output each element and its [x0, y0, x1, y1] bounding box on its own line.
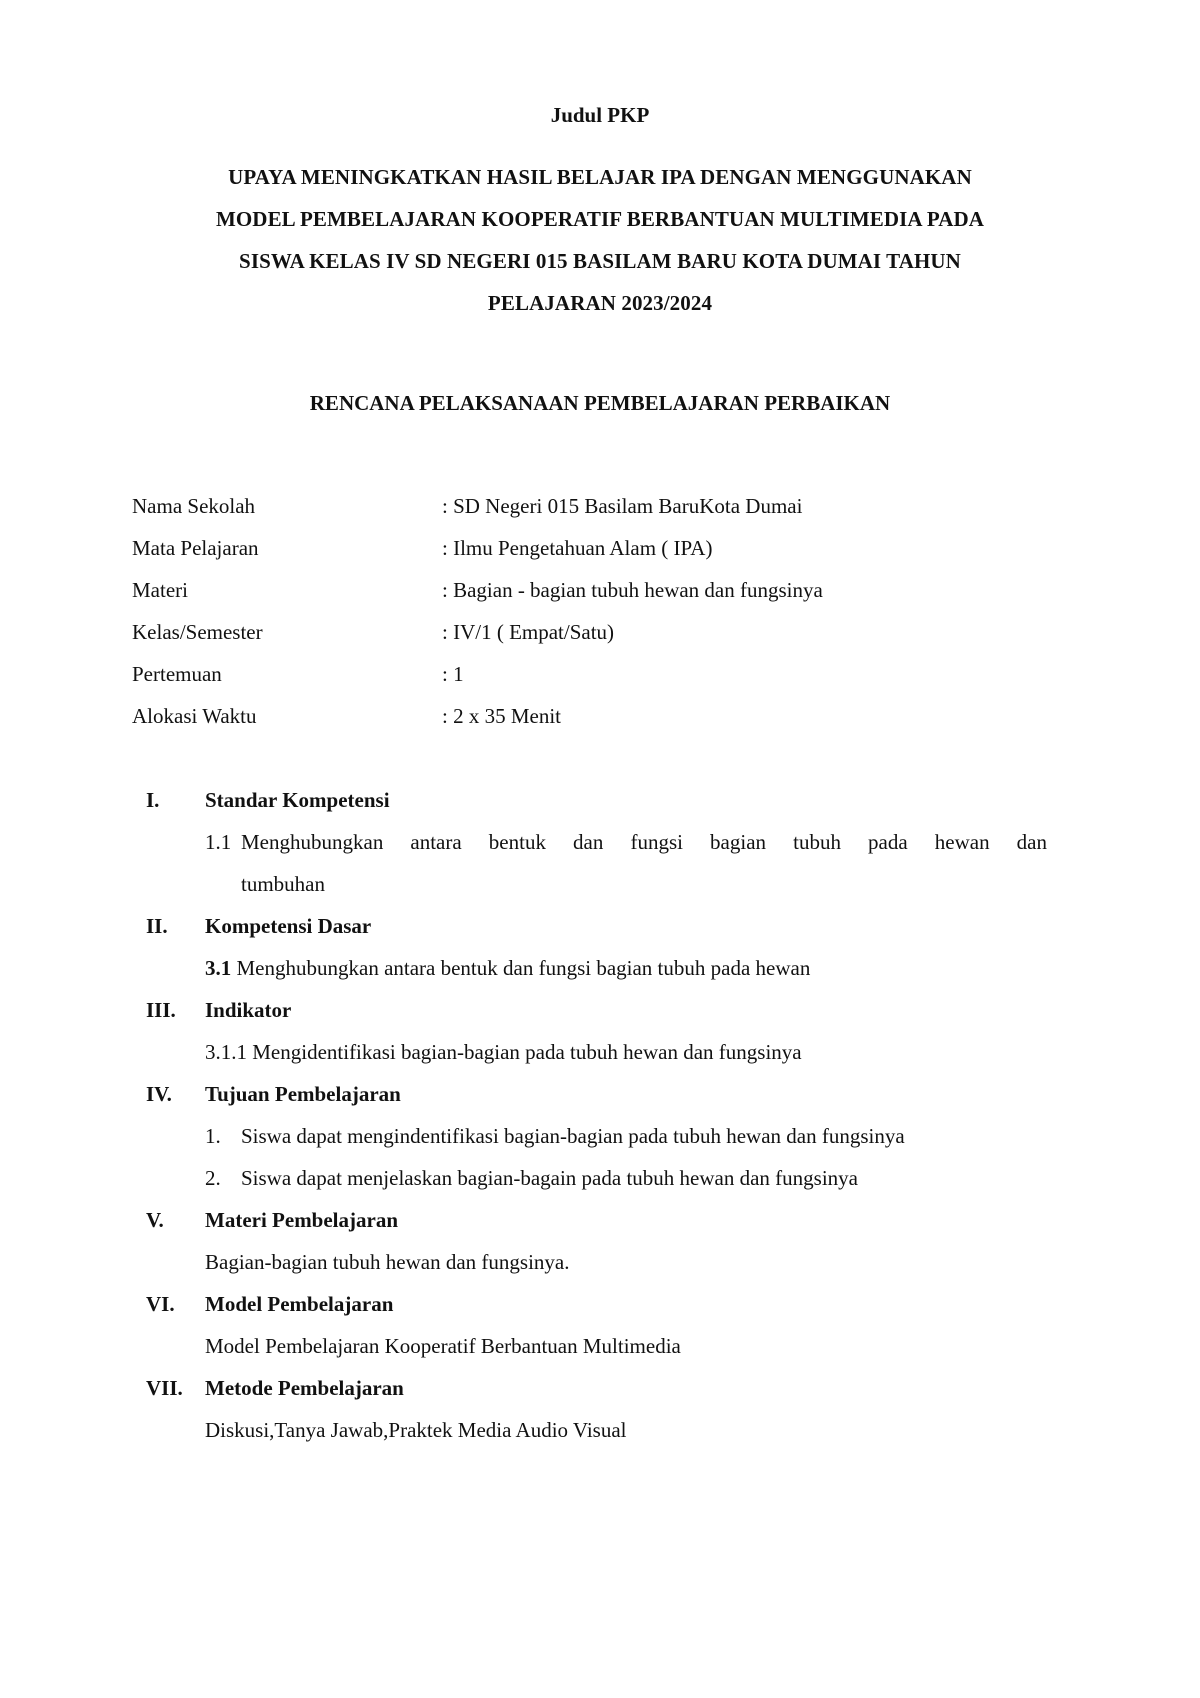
section-number: VII. [146, 1376, 183, 1400]
item-text: Menghubungkan antara bentuk dan fungsi bagian tubuh pada hewan dan [241, 830, 1047, 854]
identity-value: : Ilmu Pengetahuan Alam ( IPA) [442, 536, 713, 560]
title-line-2: MODEL PEMBELAJARAN KOOPERATIF BERBANTUAN MULTIMEDIA PADA [215, 207, 985, 231]
item-number: 3.1 [205, 956, 232, 980]
section-title: Tujuan Pembelajaran [205, 1082, 401, 1106]
identity-value: : SD Negeri 015 Basilam BaruKota Dumai [442, 494, 803, 518]
title-line-1: UPAYA MENINGKATKAN HASIL BELAJAR IPA DENGAN MENGGUNAKAN [228, 165, 972, 189]
identity-value: : IV/1 ( Empat/Satu) [442, 620, 615, 644]
item-line [205, 956, 810, 981]
identity-label: Pertemuan [132, 662, 222, 686]
identity-value: : 2 x 35 Menit [442, 704, 561, 728]
section-title: Kompetensi Dasar [205, 914, 372, 938]
section-title: Materi Pembelajaran [205, 1208, 399, 1232]
item-text: 3.1.1 Mengidentifikasi bagian-bagian pada tubuh hewan dan fungsinya [205, 1040, 802, 1064]
section-text: Diskusi,Tanya Jawab,Praktek Media Audio Visual [205, 1418, 627, 1442]
section-number: III. [146, 998, 176, 1022]
section-title: Indikator [205, 998, 292, 1022]
section-number: II. [146, 914, 168, 938]
list-item-text: Siswa dapat menjelaskan bagian-bagain pada tubuh hewan dan fungsinya [241, 1166, 858, 1190]
list-item-number: 2. [205, 1166, 221, 1190]
section-number: VI. [146, 1292, 175, 1316]
item-text-continued: tumbuhan [241, 872, 325, 896]
section-number: IV. [146, 1082, 172, 1106]
section-text: Bagian-bagian tubuh hewan dan fungsinya. [205, 1250, 570, 1274]
item-text: Menghubungkan antara bentuk dan fungsi bagian tubuh pada hewan [231, 956, 811, 980]
identity-value: : 1 [442, 662, 464, 686]
section-text: Model Pembelajaran Kooperatif Berbantuan Multimedia [205, 1334, 681, 1358]
section-title: Metode Pembelajaran [205, 1376, 404, 1400]
title-line-4: PELAJARAN 2023/2024 [487, 291, 713, 315]
identity-label: Alokasi Waktu [132, 704, 257, 728]
identity-label: Kelas/Semester [132, 620, 263, 644]
identity-label: Mata Pelajaran [132, 536, 259, 560]
list-item-number: 1. [205, 1124, 221, 1148]
identity-value: : Bagian - bagian tubuh hewan dan fungsinya [442, 578, 823, 602]
title-line-3: SISWA KELAS IV SD NEGERI 015 BASILAM BARU KOTA DUMAI TAHUN [239, 249, 961, 273]
judul-label: Judul PKP [550, 103, 650, 127]
identity-label: Nama Sekolah [132, 494, 256, 518]
rpp-heading: RENCANA PELAKSANAAN PEMBELAJARAN PERBAIKAN [309, 391, 891, 415]
item-number: 1.1 [205, 830, 232, 854]
section-title: Standar Kompetensi [205, 788, 390, 812]
list-item-text: Siswa dapat mengindentifikasi bagian-bagian pada tubuh hewan dan fungsinya [241, 1124, 905, 1148]
identity-label: Materi [132, 578, 188, 602]
section-number: V. [146, 1208, 164, 1232]
section-number: I. [146, 788, 160, 812]
section-title: Model Pembelajaran [205, 1292, 394, 1316]
